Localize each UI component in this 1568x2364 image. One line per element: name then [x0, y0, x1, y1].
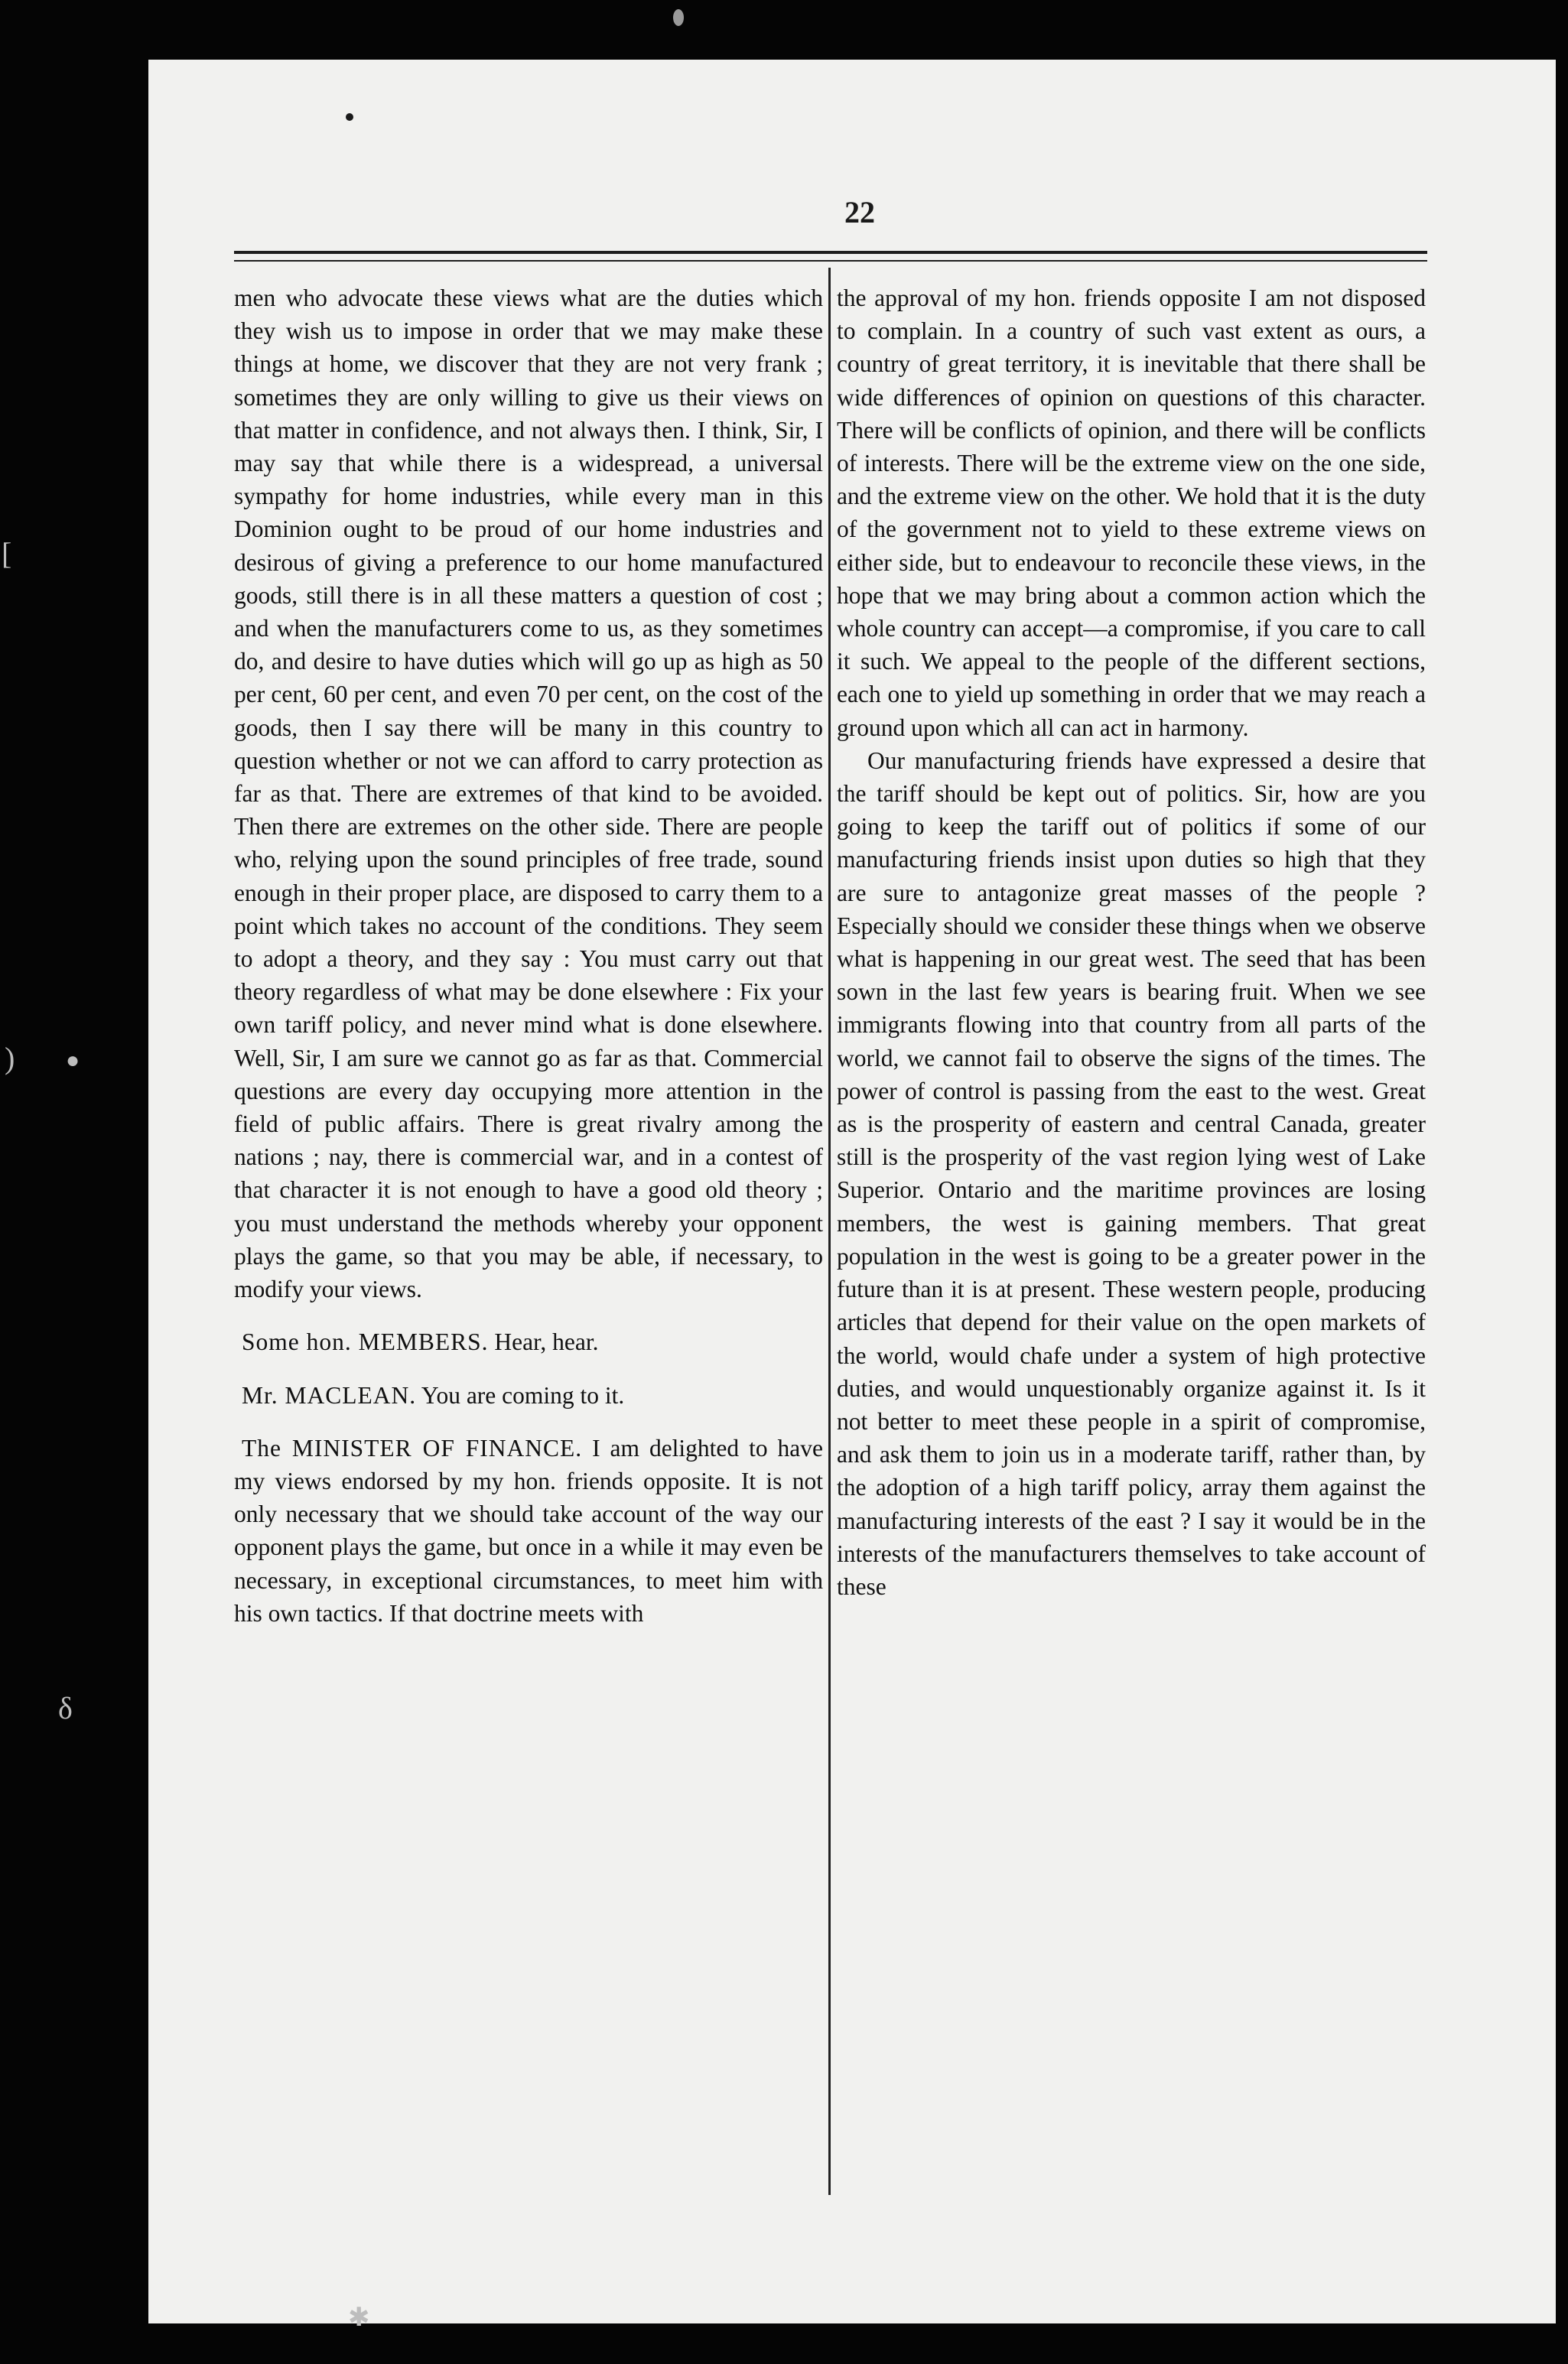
interjection: [234, 1325, 823, 1358]
document-page: [148, 60, 1556, 2323]
speech-text: I am delighted to have my views endorsed by my hon. friends opposite. It is not only necessary that we should take account of the way our opponent plays the game, but once in a while it may even be necessary, in exceptional circumstances, to meet him with his own tactics. If that doctrine meets with: [234, 1434, 823, 1627]
page-number: 22: [844, 195, 875, 229]
body-paragraph: men who advocate these views what are the duties which they wish us to impose in order that we may make these things at home, we discover that they are not very frank ; sometimes they are only willing to give us their views on that matter in confidence, and not always then. I think, Sir, I may say that while there is a widespread, a universal sympathy for home industries, while every man in this Dominion ought to be proud of our home industries and desirous of giving a preference to our home manufactured goods, still there is in all these matters a question of cost ; and when the manufacturers come to us, as they sometimes do, and desire to have duties which will go up as high as 50 per cent, 60 per cent, and even 70 per cent, on the cost of the goods, then I say there will be many in this country to question whether or not we can afford to carry protection as far as that. There are extremes of that kind to be avoided. Then there are extremes on the other side. There are people who, relying upon the sound principles of free trade, sound enough in their proper place, are disposed to carry them to a point which takes no account of the conditions. They seem to adopt a theory, and they say : You must carry out that theory regardless of what may be done elsewhere : Fix your own tariff policy, and never mind what is done elsewhere. Well, Sir, I am sure we cannot go as far as that. Commercial questions are every day occupying more attention in the field of public affairs. There is great rivalry among the nations ; nay, there is commercial war, and in a contest of that character it is not enough to have a good old theory ; you must understand the methods whereby your opponent plays the game, so that you may be able, if necessary, to modify your views.: [234, 285, 823, 1303]
interjection: [234, 1379, 823, 1412]
right-column: [837, 281, 1426, 1603]
column-divider: [828, 268, 831, 2195]
scan-speck: [673, 9, 684, 26]
speech-paragraph: [234, 1432, 823, 1630]
speaker-name: The MINISTER OF FINANCE.: [242, 1434, 583, 1462]
margin-mark: ): [5, 1041, 15, 1075]
body-paragraph: the approval of my hon. friends opposite I am not disposed to complain. In a country of such vast extent as ours, a country of great territory, it is inevitable that there shall be wide differences of opinion on questions of this character. There will be conflicts of opinion, and there will be conflicts of interests. There will be the extreme view on the one side, and the extreme view on the other. We hold that it is the duty of the government not to yield to these extreme views on either side, but to endeavour to reconcile these views, in the hope that we may bring about a common action which the whole country can accept—a compromise, if you care to call it such. We appeal to the people of the different sections, each one to yield up something in order that we may reach a ground upon which all can act in harmony.: [837, 285, 1426, 741]
speaker-name: Mr. MACLEAN.: [242, 1381, 417, 1409]
body-paragraph: Our manufacturing friends have expressed a desire that the tariff should be kept out of politics. Sir, how are you going to keep the tariff out of politics if some of our manufacturing friends insist upon duties so high that they are sure to antagonize great masses of the people ? Especially should we consider these things when we observe what is happening in our great west. The seed that has been sown in the last few years is bearing fruit. When we see immigrants flowing into that country from all parts of the world, we cannot fail to observe the signs of the times. The power of control is passing from the east to the west. Great as is the prosperity of eastern and central Canada, greater still is the prosperity of the vast region lying west of Lake Superior. Ontario and the maritime provinces are losing members, the west is gaining members. That great population in the west is going to be a greater power in the future than it is at present. These western people, producing articles that depend for their value on the open markets of the world, would chafe under a system of high protective duties, and would unquestionably organize against it. Is it not better to meet these people in a spirit of compromise, and ask them to join us in a moderate tariff, rather than, by the adoption of a high tariff policy, array them against the manufacturing interests of the east ? I say it would be in the interests of the manufacturers themselves to take account of these: [837, 746, 1426, 1600]
speaker-name: Some hon. MEMBERS.: [242, 1328, 489, 1356]
header-rule: [234, 251, 1427, 254]
margin-mark: δ: [58, 1691, 73, 1725]
margin-mark: ●: [66, 1048, 80, 1073]
scan-speck: [346, 113, 353, 121]
interjection-text: You are coming to it.: [421, 1381, 625, 1409]
interjection-text: Hear, hear.: [494, 1328, 599, 1356]
margin-mark: ✱: [348, 2304, 370, 2332]
margin-mark: [: [2, 536, 12, 571]
left-column: [234, 281, 823, 1630]
header-rule-thin: [234, 260, 1427, 262]
